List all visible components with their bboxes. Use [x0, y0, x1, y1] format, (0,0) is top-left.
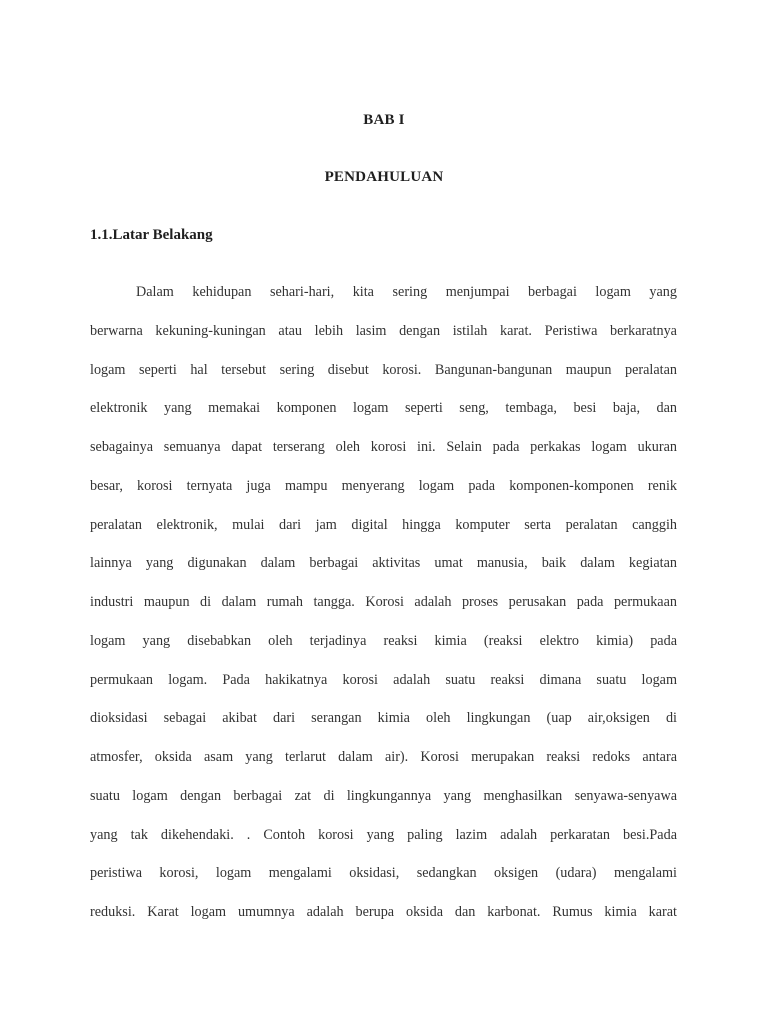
- paragraph-line: logam seperti hal tersebut sering disebut korosi. Bangunan-bangunan maupun peralatan: [90, 362, 677, 378]
- paragraph-line: permukaan logam. Pada hakikatnya korosi adalah suatu reaksi dimana suatu logam: [90, 672, 677, 688]
- paragraph-line: yang tak dikehendaki. . Contoh korosi yang paling lazim adalah perkaratan besi.Pada: [90, 827, 677, 843]
- paragraph-line: besar, korosi ternyata juga mampu menyerang logam pada komponen-komponen renik: [90, 478, 677, 494]
- chapter-heading: BAB I: [363, 112, 405, 128]
- paragraph-line: industri maupun di dalam rumah tangga. Korosi adalah proses perusakan pada permukaan: [90, 594, 677, 610]
- paragraph-line: berwarna kekuning-kuningan atau lebih lasim dengan istilah karat. Peristiwa berkaratnya: [90, 323, 677, 339]
- paragraph-line: Dalam kehidupan sehari-hari, kita sering menjumpai berbagai logam yang: [136, 284, 677, 300]
- paragraph-line: elektronik yang memakai komponen logam seperti seng, tembaga, besi baja, dan: [90, 400, 677, 416]
- paragraph-line: peristiwa korosi, logam mengalami oksidasi, sedangkan oksigen (udara) mengalami: [90, 865, 677, 881]
- paragraph-line: lainnya yang digunakan dalam berbagai aktivitas umat manusia, baik dalam kegiatan: [90, 555, 677, 571]
- paragraph-line: sebagainya semuanya dapat terserang oleh korosi ini. Selain pada perkakas logam ukuran: [90, 439, 677, 455]
- paragraph-line: reduksi. Karat logam umumnya adalah berupa oksida dan karbonat. Rumus kimia karat: [90, 904, 677, 920]
- paragraph-line: atmosfer, oksida asam yang terlarut dalam air). Korosi merupakan reaksi redoks antara: [90, 749, 677, 765]
- chapter-title: PENDAHULUAN: [324, 169, 444, 185]
- paragraph-line: dioksidasi sebagai akibat dari serangan kimia oleh lingkungan (uap air,oksigen di: [90, 710, 677, 726]
- section-heading: 1.1.Latar Belakang: [90, 227, 213, 243]
- paragraph-line: suatu logam dengan berbagai zat di lingkungannya yang menghasilkan senyawa-senyawa: [90, 788, 677, 804]
- paragraph-line: logam yang disebabkan oleh terjadinya reaksi kimia (reaksi elektro kimia) pada: [90, 633, 677, 649]
- paragraph-line: peralatan elektronik, mulai dari jam digital hingga komputer serta peralatan canggih: [90, 517, 677, 533]
